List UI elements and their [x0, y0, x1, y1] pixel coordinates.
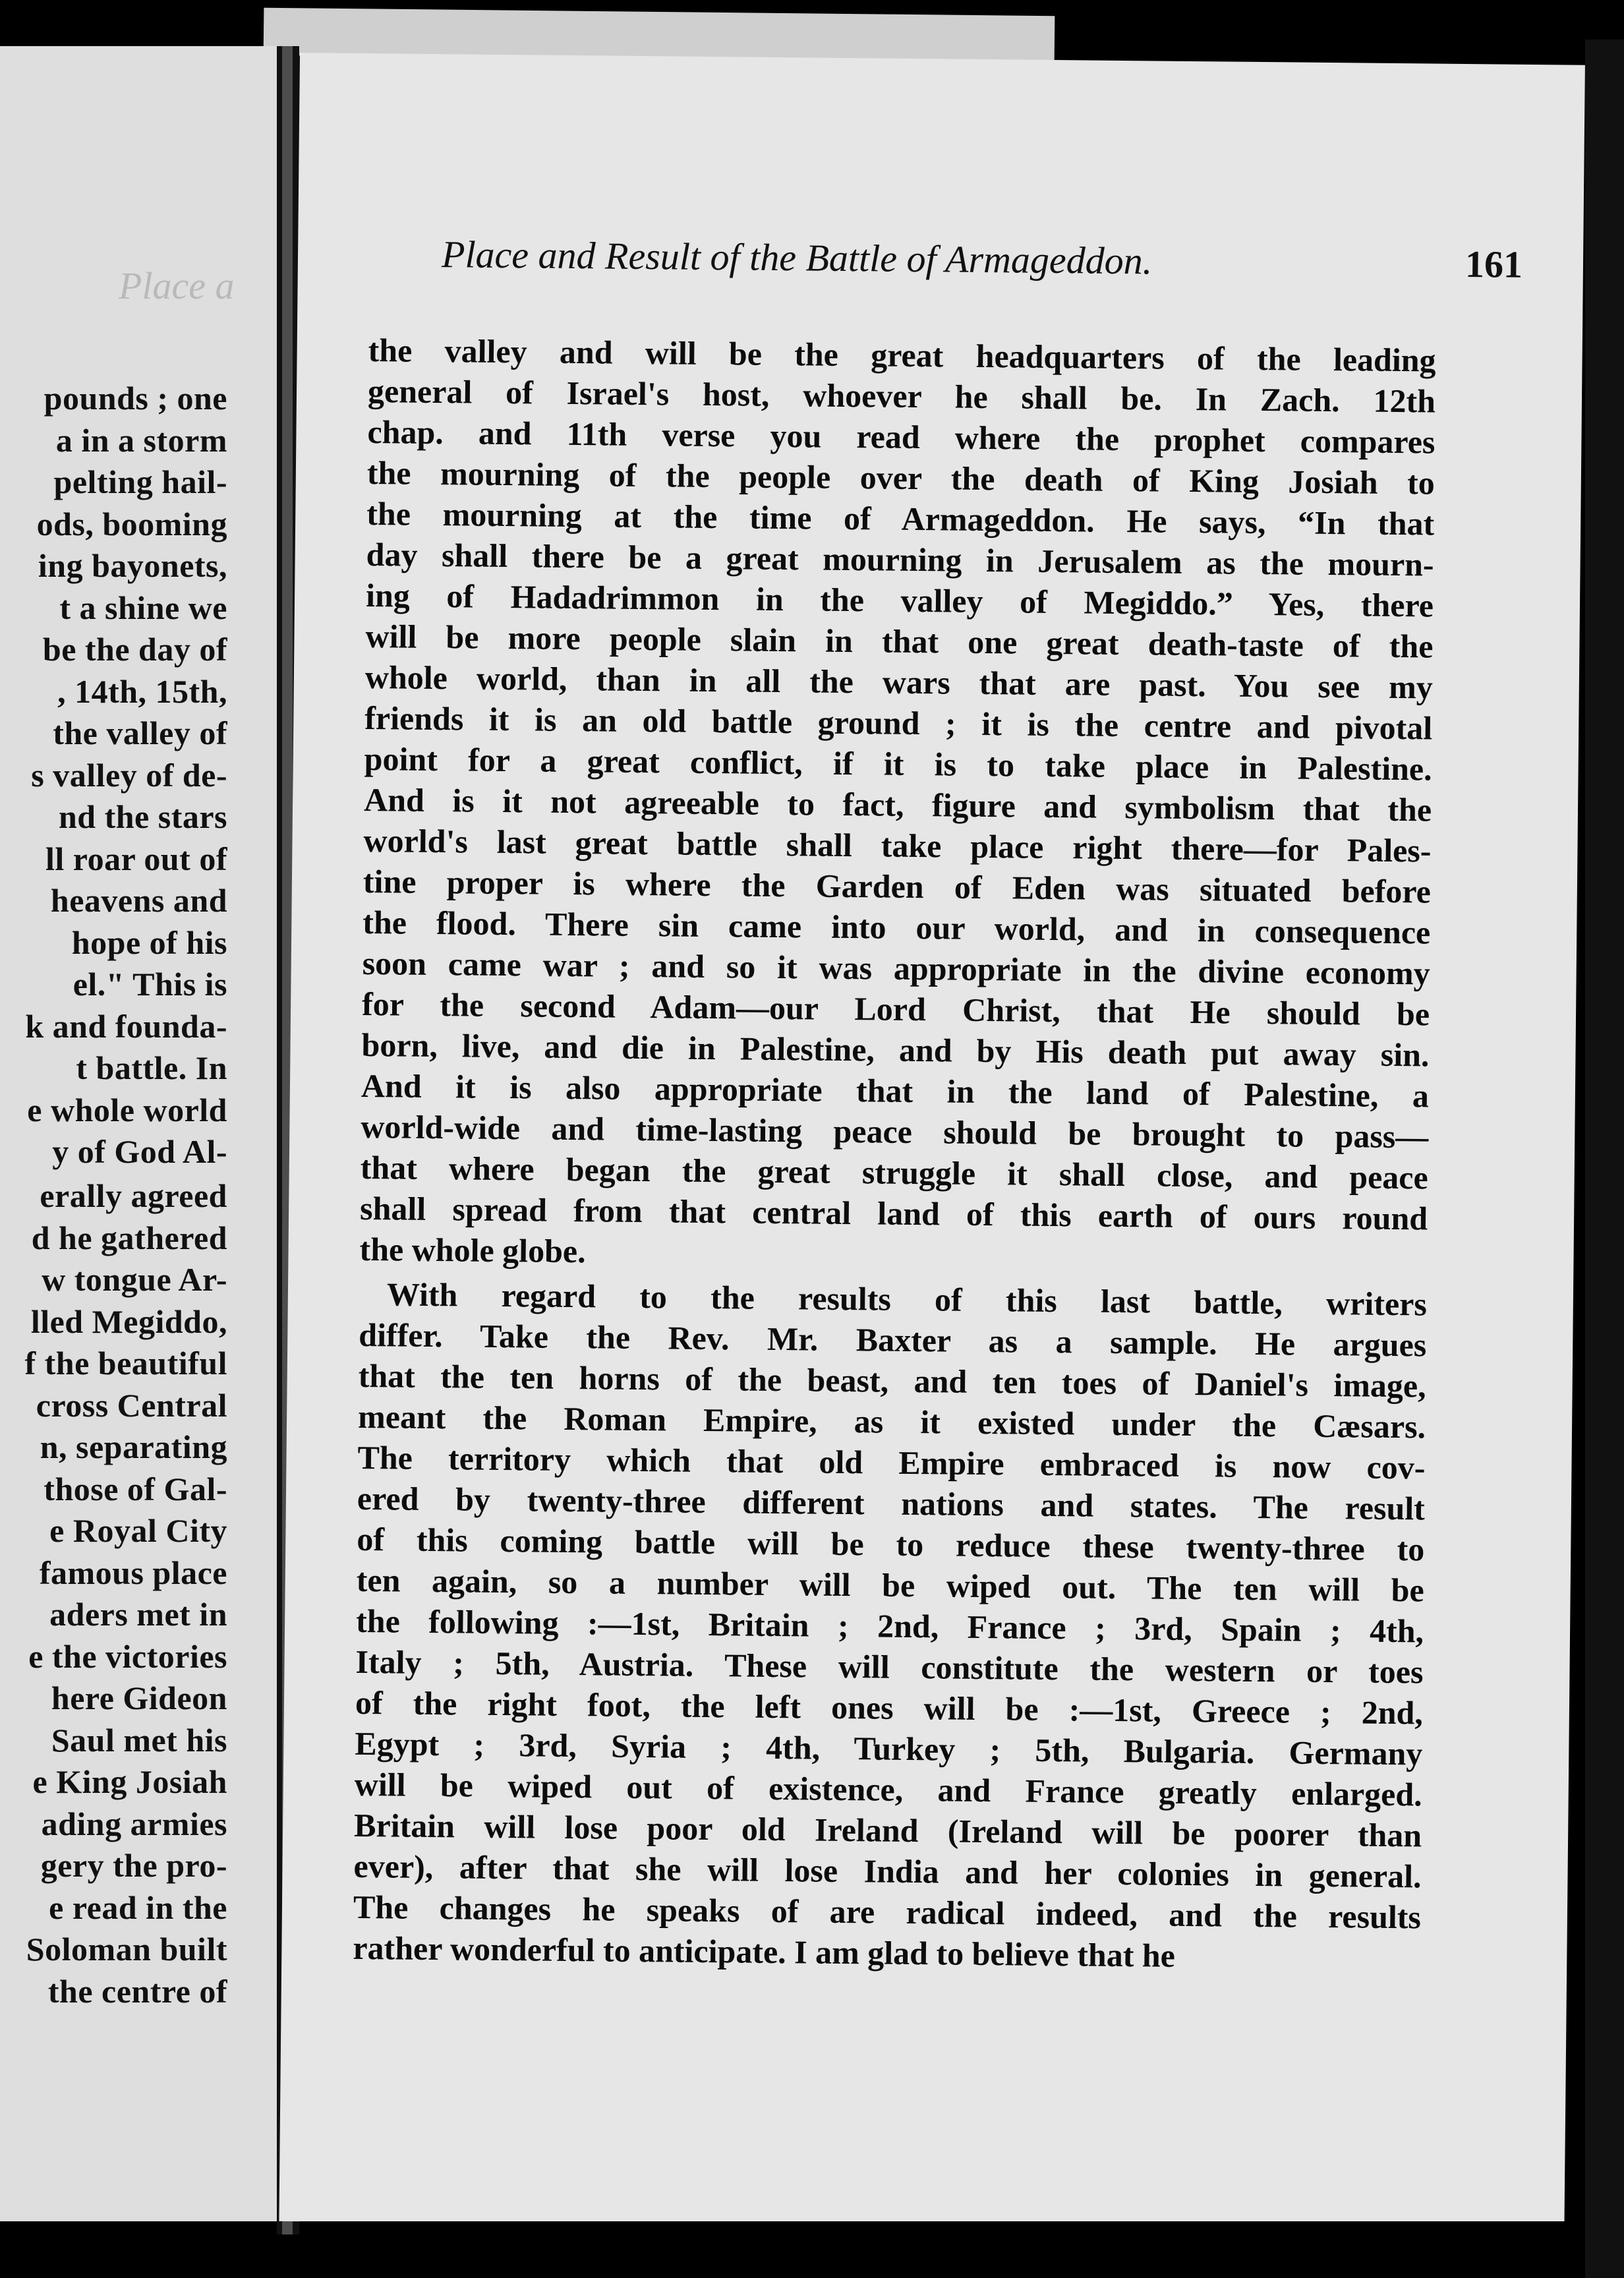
body-text-line: that where began the great struggle it shall close, and peace	[360, 1148, 1428, 1196]
facing-page-line: e Royal City	[49, 1512, 227, 1549]
facing-page-line: heavens and	[50, 882, 227, 919]
body-text-line: of the right foot, the left ones will be :—1st, Greece ; 2nd,	[355, 1683, 1424, 1732]
facing-page-line: here Gideon	[51, 1679, 227, 1716]
body-text-line: rather wonderful to anticipate. I am glad to believe that he	[353, 1929, 1176, 1974]
facing-page-line: lled Megiddo,	[30, 1302, 227, 1340]
body-text-line: Britain will lose poor old Ireland (Ireland will be poorer than	[353, 1806, 1422, 1854]
body-text-line: ever), after that she will lose India and her colonies in general.	[353, 1847, 1422, 1895]
body-text-line: born, live, and die in Palestine, and by His death put away sin.	[361, 1026, 1430, 1074]
facing-page-line: the valley of	[53, 715, 227, 751]
facing-page-line: ading armies	[41, 1805, 227, 1842]
body-text-line: will be more people slain in that one great death-taste of the	[365, 617, 1434, 665]
facing-page-bleedthrough-header: Place a	[119, 264, 235, 307]
facing-page-line: be the day of	[42, 631, 227, 668]
body-text-line: And it is also appropriate that in the land of Palestine, a	[361, 1066, 1430, 1115]
facing-page-line: e read in the	[49, 1888, 227, 1926]
body-text-line: soon came war ; and so it was appropriate in the divine economy	[362, 944, 1430, 992]
body-text-line: the mourning at the time of Armageddon. He says, “In that	[366, 495, 1435, 542]
facing-page-line: nd the stars	[58, 798, 227, 835]
body-text-line: ten again, so a number will be wiped out. The ten will be	[356, 1561, 1424, 1609]
body-text-line: The territory which that old Empire embraced is now cov-	[357, 1438, 1426, 1486]
facing-page-line: e the victories	[28, 1637, 227, 1675]
facing-page-line: hope of his	[71, 923, 227, 961]
body-text-line: tine proper is where the Garden of Eden was situated before	[362, 862, 1432, 910]
body-text-line: friends it is an old battle ground ; it is the centre and pivotal	[364, 699, 1433, 747]
facing-page-line: y of God Al-	[52, 1133, 227, 1170]
body-text-line: Italy ; 5th, Austria. These will constitute the western or toes	[355, 1643, 1424, 1691]
body-text-line: world's last great battle shall take place right there—for Pales-	[363, 821, 1432, 869]
page-number: 161	[1464, 242, 1523, 286]
facing-page-line: n, separating	[40, 1428, 227, 1465]
scan-right-border	[1585, 40, 1624, 2278]
running-head-title: Place and Result of the Battle of Armageddon.	[441, 233, 1153, 283]
facing-page-line: w tongue Ar-	[42, 1261, 227, 1298]
body-text-line: of this coming battle will be to reduce these twenty-three to	[357, 1520, 1425, 1568]
facing-page-line: s valley of de-	[31, 756, 227, 794]
facing-page-line: e King Josiah	[32, 1763, 227, 1800]
body-text-line: With regard to the results of this last battle, writers	[386, 1275, 1428, 1323]
body-text-line: chap. and 11th verse you read where the prophet compares	[367, 413, 1436, 461]
facing-page	[0, 46, 277, 2221]
body-text-line: ing of Hadadrimmon in the valley of Megiddo.” Yes, there	[365, 577, 1434, 624]
facing-page-line: a in a storm	[55, 421, 227, 459]
body-text-line: the mourning of the people over the death of King Josiah to	[366, 454, 1436, 502]
facing-page-line: f the beautiful	[24, 1345, 227, 1382]
facing-page-line: gery the pro-	[40, 1847, 227, 1884]
running-head	[442, 232, 1523, 287]
body-text-line: the whole globe.	[359, 1230, 586, 1270]
body-text-line: day shall there be a great mourning in Jerusalem as the mourn-	[366, 536, 1434, 583]
facing-page-line: k and founda-	[25, 1007, 227, 1045]
facing-page-line: pelting hail-	[53, 463, 227, 500]
body-text-line: will be wiped out of existence, and France greatly enlarged.	[354, 1765, 1422, 1813]
facing-page-line: ll roar out of	[45, 840, 227, 877]
facing-page-line: e whole world	[27, 1091, 227, 1128]
body-text-line: Egypt ; 3rd, Syria ; 4th, Turkey ; 5th, Bulgaria. Germany	[355, 1724, 1423, 1772]
body-text-line: whole world, than in all the wars that are past. You see my	[364, 658, 1434, 706]
facing-page-line: the centre of	[47, 1972, 227, 2010]
book-page	[279, 53, 1584, 2234]
scan-bottom-border	[300, 2221, 1592, 2278]
body-text-line: general of Israel's host, whoever he shall be. In Zach. 12th	[367, 372, 1436, 420]
body-text-line: shall spread from that central land of this earth of ours round	[359, 1189, 1428, 1237]
body-text-line: ered by twenty-three different nations and states. The result	[357, 1479, 1426, 1527]
facing-page-line: ods, booming	[36, 505, 227, 542]
body-text-line: And is it not agreeable to fact, figure and symbolism that the	[363, 780, 1432, 829]
facing-page-line: ing bayonets,	[38, 547, 227, 584]
facing-page-line: , 14th, 15th,	[57, 672, 227, 710]
body-text-line: differ. Take the Rev. Mr. Baxter as a sample. He argues	[359, 1316, 1427, 1364]
facing-page-line: cross Central	[36, 1386, 227, 1424]
facing-page-line: t battle. In	[76, 1049, 227, 1086]
facing-page-line: aders met in	[49, 1596, 227, 1633]
body-text-line: the flood. There sin came into our world, and in consequence	[362, 903, 1431, 951]
body-text-line: point for a great conflict, if it is to take place in Palestine.	[364, 740, 1432, 788]
facing-page-line: el." This is	[72, 966, 227, 1003]
facing-page-line: pounds ; one	[44, 380, 227, 417]
body-text-line: world-wide and time-lasting peace should be brought to pass—	[361, 1107, 1429, 1155]
facing-page-line: t a shine we	[59, 589, 227, 626]
body-text-line: the valley and will be the great headquarters of the leading	[368, 332, 1436, 379]
body-text-line: the following :—1st, Britain ; 2nd, France ; 3rd, Spain ; 4th,	[355, 1602, 1424, 1650]
facing-page-line: Saul met his	[51, 1721, 227, 1759]
facing-page-line: famous place	[39, 1554, 227, 1591]
body-text-line: for the second Adam—our Lord Christ, that He should be	[361, 985, 1430, 1033]
facing-page-line: those of Gal-	[44, 1470, 227, 1507]
facing-page-line: Soloman built	[26, 1931, 227, 1968]
facing-page-line: erally agreed	[40, 1177, 227, 1214]
facing-page-line: d he gathered	[31, 1219, 227, 1256]
body-text-line: The changes he speaks of are radical indeed, and the results	[353, 1888, 1422, 1936]
body-text-line: meant the Roman Empire, as it existed under the Cæsars.	[357, 1397, 1426, 1446]
body-text-line: that the ten horns of the beast, and ten toes of Daniel's image,	[358, 1357, 1426, 1405]
